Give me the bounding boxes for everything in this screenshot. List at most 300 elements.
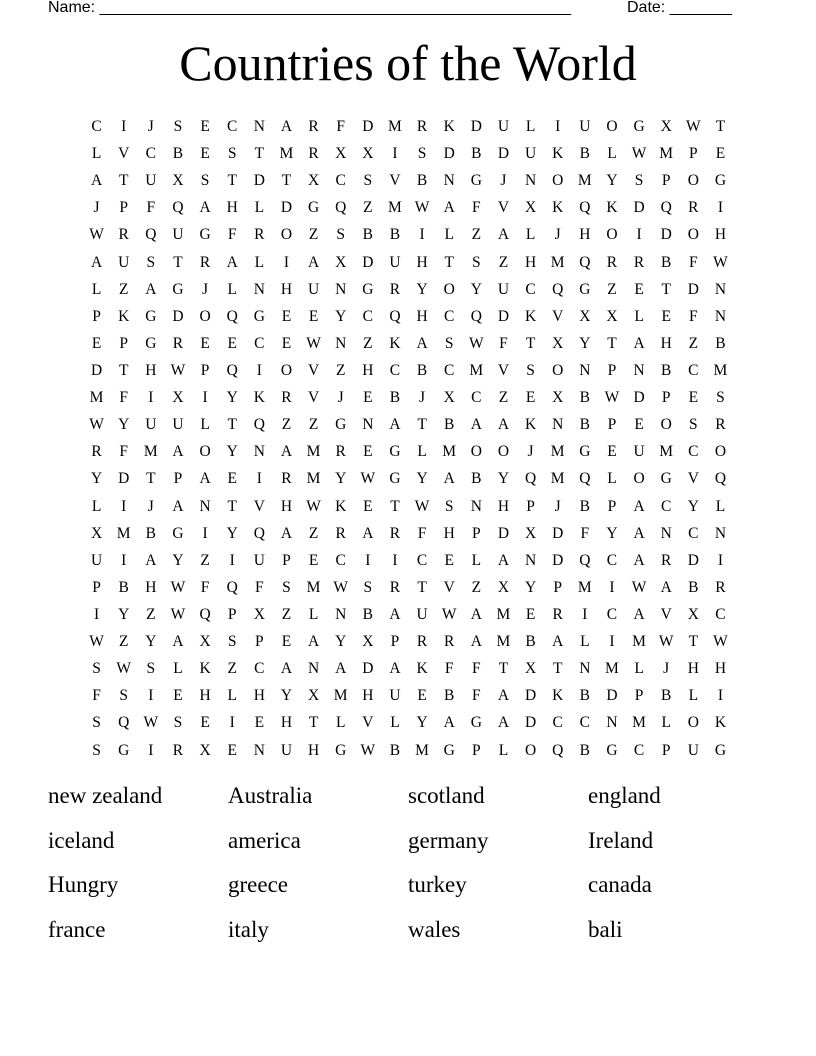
grid-letter: L (607, 470, 617, 488)
grid-letter: L (688, 687, 699, 705)
grid-letter: W (360, 470, 376, 488)
grid-letter: P (119, 334, 128, 352)
grid-letter: N (253, 280, 265, 298)
grid-letter: D (118, 470, 130, 488)
grid-letter: E (607, 443, 617, 461)
grid-letter: S (200, 172, 210, 190)
grid-letter: P (92, 578, 101, 596)
grid-letter: N (524, 551, 537, 569)
grid-letter: D (280, 199, 293, 217)
grid-letter: M (632, 633, 646, 651)
grid-letter: Q (226, 307, 238, 325)
grid-letter: A (660, 578, 672, 596)
grid-letter: J (554, 497, 561, 515)
grid-letter: L (91, 145, 102, 163)
grid-letter: P (119, 199, 128, 217)
grid-letter: T (444, 253, 454, 271)
grid-letter: B (471, 470, 482, 488)
grid-letter: Y (416, 714, 428, 732)
grid-letter: I (636, 226, 642, 244)
grid-letter: Z (146, 605, 156, 623)
grid-letter: F (146, 199, 156, 217)
grid-letter: H (714, 660, 727, 678)
grid-letter: J (337, 389, 344, 407)
grid-letter: L (91, 497, 102, 515)
grid-letter: J (93, 199, 100, 217)
grid-row (83, 682, 734, 709)
grid-letter: F (580, 524, 590, 542)
grid-letter: K (416, 660, 428, 678)
grid-letter: P (661, 389, 671, 407)
grid-letter: Z (227, 660, 237, 678)
grid-letter: L (91, 280, 102, 298)
grid-letter: U (253, 551, 265, 569)
grid-letter: Q (579, 470, 591, 488)
grid-letter: Y (416, 280, 428, 298)
grid-letter: I (148, 389, 154, 407)
grid-letter: T (227, 497, 237, 515)
grid-letter: H (307, 741, 320, 759)
grid-letter: X (199, 633, 211, 651)
grid-letter: N (253, 118, 265, 135)
grid-letter: J (527, 443, 534, 461)
grid-letter: E (281, 633, 292, 651)
grid-row (83, 167, 734, 194)
grid-letter: X (172, 389, 184, 407)
grid-letter: L (200, 416, 210, 434)
grid-letter: C (606, 605, 618, 623)
grid-letter: W (713, 633, 728, 651)
grid-letter: B (579, 145, 590, 163)
grid-letter: B (579, 389, 590, 407)
grid-letter: L (498, 741, 509, 759)
grid-letter: L (607, 145, 617, 163)
grid-letter: I (148, 741, 154, 759)
grid-letter: L (173, 660, 183, 678)
grid-letter: T (390, 497, 400, 515)
grid-letter: P (607, 416, 617, 434)
grid-letter: I (555, 118, 561, 135)
grid-letter: R (688, 199, 699, 217)
grid-letter: G (172, 524, 184, 542)
grid-row (83, 547, 734, 574)
grid-letter: G (145, 307, 157, 325)
grid-letter: A (497, 551, 510, 569)
grid-letter: P (689, 145, 698, 163)
date-field[interactable]: Date: _______ (627, 0, 732, 16)
word-bank-item: iceland (48, 827, 115, 853)
grid-letter: Y (226, 524, 238, 542)
grid-letter: K (199, 660, 211, 678)
grid-letter: X (335, 145, 347, 163)
word-bank-item: scotland (408, 783, 485, 808)
word-bank-item: bali (588, 916, 623, 942)
grid-row (83, 194, 734, 221)
grid-letter: Q (660, 199, 672, 217)
grid-letter: K (552, 199, 564, 217)
grid-letter: A (552, 633, 564, 651)
grid-letter: A (362, 524, 374, 542)
grid-letter: A (335, 660, 347, 678)
grid-letter: G (335, 741, 347, 759)
grid-letter: T (498, 660, 509, 678)
grid-letter: S (173, 714, 183, 732)
grid-letter: Z (200, 551, 210, 569)
grid-letter: A (497, 714, 510, 732)
grid-letter: Q (335, 199, 347, 217)
grid-letter: N (362, 416, 374, 434)
word-bank-item: Hungry (48, 872, 119, 897)
grid-letter: S (363, 578, 373, 596)
grid-letter: X (443, 389, 455, 407)
grid-letter: A (633, 524, 645, 542)
grid-letter: R (715, 416, 726, 434)
grid-letter: W (414, 497, 430, 515)
grid-letter: Z (471, 226, 482, 244)
grid-letter: Q (172, 199, 184, 217)
grid-letter: I (121, 497, 127, 515)
grid-letter: O (687, 226, 699, 244)
grid-letter: X (253, 605, 265, 623)
grid-letter: P (472, 741, 481, 759)
grid-letter: S (417, 145, 427, 163)
grid-letter: T (281, 172, 292, 190)
grid-letter: C (254, 660, 265, 678)
grid-letter: A (145, 551, 157, 569)
grid-letter: K (118, 307, 130, 325)
grid-letter: C (91, 118, 102, 135)
grid-letter: B (172, 145, 184, 163)
grid-letter: Y (524, 578, 537, 596)
grid-letter: W (713, 253, 728, 271)
grid-letter: H (280, 280, 293, 298)
grid-letter: Z (118, 633, 129, 651)
grid-letter: C (362, 307, 373, 325)
grid-letter: A (307, 253, 320, 271)
grid-letter: I (256, 361, 262, 379)
grid-letter: K (552, 145, 564, 163)
grid-row (83, 438, 734, 465)
grid-letter: D (90, 361, 103, 379)
grid-letter: S (336, 226, 345, 244)
grid-letter: L (634, 660, 644, 678)
grid-letter: M (306, 443, 321, 461)
grid-letter: T (118, 361, 129, 379)
grid-letter: Z (498, 389, 509, 407)
grid-letter: E (363, 497, 373, 515)
grid-letter: X (307, 687, 320, 705)
grid-letter: D (362, 253, 374, 271)
grid-letter: G (118, 741, 130, 759)
grid-letter: Z (308, 524, 319, 542)
word-bank-item: germany (408, 827, 489, 853)
grid-letter: I (392, 145, 398, 163)
grid-letter: J (554, 226, 561, 244)
grid-letter: N (524, 172, 537, 190)
grid-letter: S (689, 416, 698, 434)
grid-letter: A (145, 280, 157, 298)
grid-letter: Q (579, 551, 591, 569)
grid-letter: C (633, 741, 645, 759)
grid-letter: G (145, 334, 157, 352)
grid-letter: F (472, 660, 481, 678)
grid-letter: C (525, 280, 536, 298)
page-title: Countries of the World (179, 35, 637, 91)
grid-letter: P (390, 633, 400, 651)
grid-letter: S (444, 497, 454, 515)
grid-letter: N (335, 280, 347, 298)
grid-letter: D (362, 118, 374, 135)
grid-letter: J (147, 497, 154, 515)
grid-letter: Y (606, 172, 618, 190)
grid-letter: F (227, 226, 237, 244)
grid-letter: T (227, 416, 237, 434)
grid-letter: X (579, 307, 591, 325)
grid-letter: A (280, 524, 293, 542)
grid-letter: M (550, 253, 565, 271)
grid-letter: H (416, 307, 428, 325)
grid-letter: Y (118, 416, 130, 434)
grid-letter: U (687, 741, 699, 759)
grid-letter: M (659, 443, 674, 461)
grid-letter: B (444, 416, 455, 434)
grid-letter: T (607, 334, 617, 352)
grid-letter: O (687, 714, 699, 732)
grid-letter: R (118, 226, 129, 244)
grid-letter: A (497, 226, 510, 244)
grid-letter: O (470, 443, 482, 461)
grid-letter: W (143, 714, 159, 732)
grid-letter: S (146, 253, 156, 271)
grid-letter: H (579, 226, 591, 244)
grid-letter: D (687, 280, 699, 298)
grid-letter: G (579, 443, 591, 461)
grid-letter: E (200, 714, 210, 732)
grid-letter: X (524, 660, 537, 678)
grid-letter: R (335, 443, 346, 461)
grid-letter: C (579, 714, 590, 732)
grid-letter: G (606, 741, 618, 759)
grid-letter: P (661, 172, 671, 190)
grid-letter: A (633, 605, 645, 623)
grid-letter: Y (226, 389, 238, 407)
grid-letter: A (172, 443, 184, 461)
grid-letter: C (254, 334, 265, 352)
grid-row (83, 737, 734, 764)
grid-letter: C (688, 524, 699, 542)
grid-letter: D (606, 687, 618, 705)
grid-letter: N (714, 524, 727, 542)
grid-letter: B (579, 416, 590, 434)
grid-letter: B (416, 172, 428, 190)
grid-letter: U (633, 443, 645, 461)
grid-letter: Q (253, 524, 265, 542)
grid-letter: E (688, 389, 699, 407)
grid-letter: L (661, 714, 671, 732)
grid-letter: V (687, 470, 699, 488)
grid-letter: O (687, 172, 699, 190)
word-bank-item: france (48, 916, 106, 942)
grid-letter: W (685, 118, 701, 135)
grid-row (83, 655, 734, 682)
grid-letter: A (90, 253, 103, 271)
grid-letter: Z (607, 280, 617, 298)
grid-letter: R (444, 633, 455, 651)
grid-letter: E (525, 605, 536, 623)
grid-letter: E (227, 470, 237, 488)
grid-row (83, 276, 734, 303)
grid-letter: X (199, 741, 211, 759)
grid-letter: W (658, 633, 674, 651)
grid-letter: G (307, 199, 320, 217)
grid-letter: E (525, 389, 536, 407)
grid-letter: R (199, 253, 211, 271)
grid-letter: C (688, 361, 699, 379)
grid-letter: V (497, 361, 510, 379)
grid-letter: A (90, 172, 103, 190)
grid-letter: I (202, 524, 208, 542)
grid-letter: P (472, 524, 481, 542)
grid-letter: C (606, 551, 618, 569)
grid-letter: T (173, 253, 183, 271)
grid-letter: O (660, 416, 672, 434)
grid-letter: M (306, 578, 321, 596)
grid-letter: Y (497, 470, 510, 488)
grid-letter: C (227, 118, 238, 135)
grid-letter: O (552, 361, 564, 379)
grid-letter: W (604, 389, 620, 407)
grid-letter: B (579, 497, 590, 515)
grid-letter: R (715, 578, 726, 596)
grid-letter: N (633, 361, 645, 379)
grid-letter: T (525, 334, 536, 352)
grid-letter: V (362, 714, 374, 732)
grid-letter: Q (145, 226, 157, 244)
grid-letter: B (579, 741, 590, 759)
grid-letter: B (579, 687, 590, 705)
grid-letter: N (443, 172, 455, 190)
grid-letter: D (524, 687, 537, 705)
grid-letter: Z (308, 416, 319, 434)
grid-letter: N (253, 443, 265, 461)
grid-letter: I (609, 578, 615, 596)
grid-letter: Z (281, 416, 292, 434)
grid-row (83, 140, 734, 167)
grid-letter: V (307, 389, 320, 407)
grid-letter: C (471, 389, 482, 407)
grid-letter: J (147, 118, 154, 135)
grid-letter: A (497, 687, 510, 705)
grid-letter: Z (335, 361, 346, 379)
grid-row (83, 384, 734, 411)
grid-letter: G (660, 470, 672, 488)
grid-letter: G (633, 118, 645, 135)
grid-letter: I (392, 551, 398, 569)
grid-letter: B (661, 687, 672, 705)
grid-letter: P (173, 470, 183, 488)
grid-letter: C (444, 361, 455, 379)
grid-letter: W (441, 605, 457, 623)
grid-letter: Q (199, 605, 211, 623)
grid-letter: U (172, 226, 184, 244)
grid-letter: R (308, 145, 319, 163)
grid-letter: D (497, 145, 510, 163)
grid-letter: A (226, 253, 238, 271)
grid-letter: M (333, 687, 348, 705)
grid-letter: H (145, 361, 157, 379)
grid-letter: C (389, 361, 401, 379)
grid-letter: T (254, 145, 265, 163)
grid-letter: N (579, 361, 591, 379)
grid-letter: R (389, 524, 401, 542)
name-field[interactable]: Name: _____________________________________________________ (48, 0, 572, 16)
grid-letter: N (606, 714, 618, 732)
grid-letter: U (90, 551, 103, 569)
grid-letter: L (417, 443, 427, 461)
grid-letter: E (417, 687, 427, 705)
grid-letter: Q (118, 714, 130, 732)
grid-letter: A (443, 714, 455, 732)
grid-letter: K (253, 389, 265, 407)
grid-letter: E (173, 687, 183, 705)
grid-letter: R (281, 470, 292, 488)
grid-letter: O (524, 741, 537, 759)
grid-letter: G (253, 307, 265, 325)
grid-letter: G (389, 470, 401, 488)
grid-letter: X (687, 605, 699, 623)
grid-letter: S (92, 741, 101, 759)
grid-letter: L (471, 551, 482, 569)
grid-letter: F (472, 199, 481, 217)
grid-letter: F (472, 687, 481, 705)
grid-letter: B (389, 226, 401, 244)
word-bank-item: greece (228, 872, 288, 897)
grid-letter: R (606, 253, 618, 271)
grid-letter: U (389, 687, 401, 705)
grid-letter: H (416, 253, 428, 271)
grid-row (83, 709, 734, 736)
grid-letter: K (443, 118, 455, 135)
grid-letter: H (660, 334, 672, 352)
grid-letter: S (444, 334, 454, 352)
grid-row (83, 330, 734, 357)
grid-letter: X (172, 172, 184, 190)
grid-letter: M (577, 172, 592, 190)
grid-letter: O (443, 280, 455, 298)
grid-letter: O (552, 172, 564, 190)
grid-letter: B (362, 605, 373, 623)
grid-letter: M (388, 199, 402, 217)
grid-letter: W (631, 578, 647, 596)
grid-letter: B (715, 334, 726, 352)
grid-letter: T (146, 470, 156, 488)
grid-letter: N (199, 497, 211, 515)
grid-letter: D (524, 714, 537, 732)
grid-letter: T (552, 660, 563, 678)
grid-letter: Y (687, 497, 699, 515)
grid-letter: K (524, 416, 537, 434)
grid-letter: G (579, 280, 591, 298)
grid-letter: I (121, 551, 127, 569)
grid-row (83, 628, 734, 655)
grid-letter: E (281, 334, 292, 352)
grid-letter: E (363, 389, 373, 407)
grid-letter: U (416, 605, 428, 623)
grid-letter: F (255, 578, 264, 596)
grid-row (83, 465, 734, 492)
grid-row (83, 601, 734, 628)
grid-letter: A (389, 660, 401, 678)
